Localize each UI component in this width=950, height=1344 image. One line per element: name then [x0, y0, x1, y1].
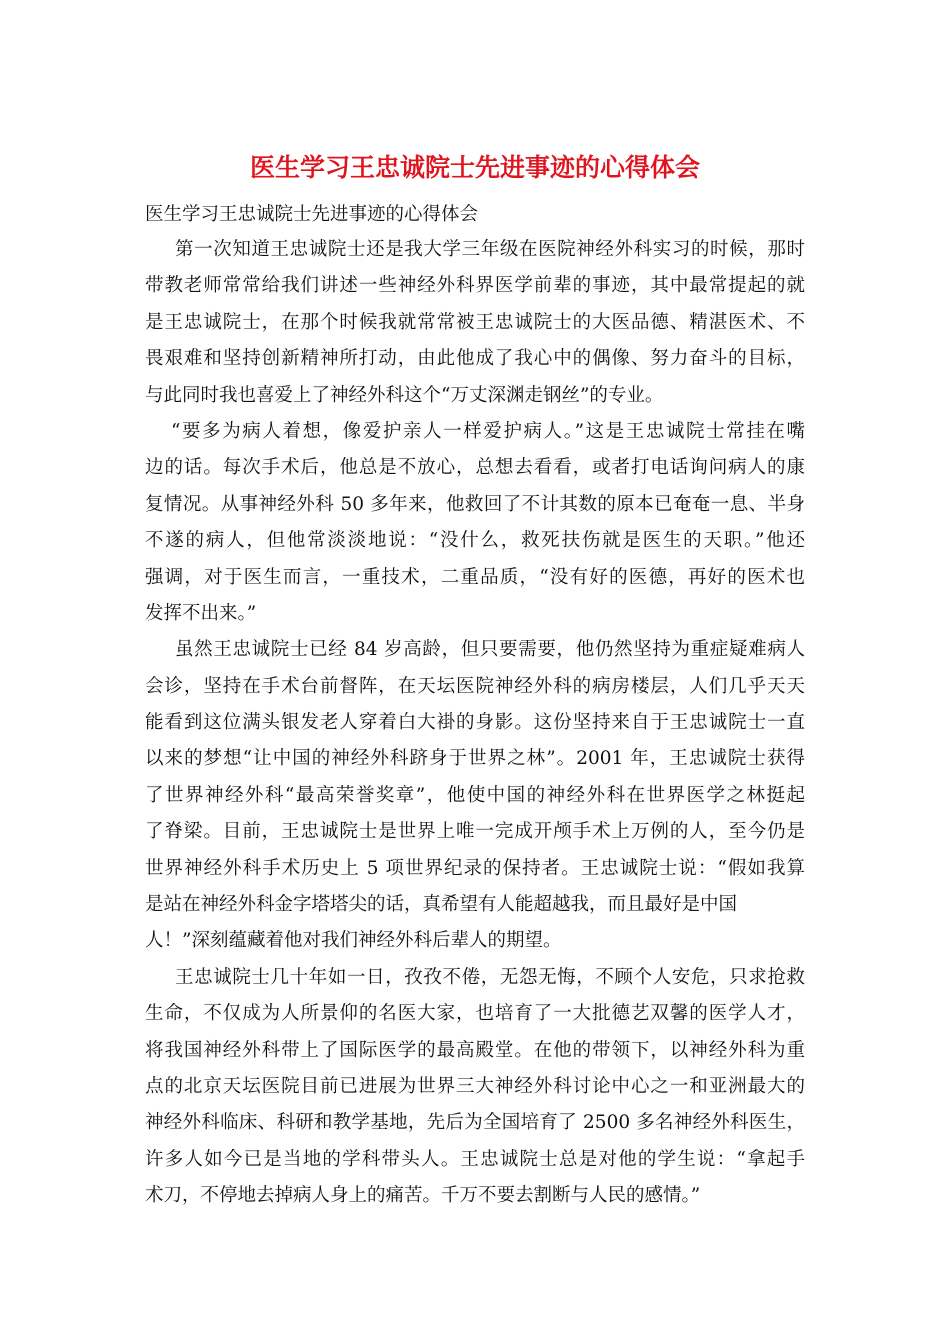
text-line: 术刀，不停地去掉病人身上的痛苦。千万不要去割断与人民的感情。” — [145, 1185, 701, 1207]
text-line: 是王忠诚院士，在那个时候我就常常被王忠诚院士的大医品德、精湛医术、不 — [145, 311, 805, 333]
text-line: 强调，对于医生而言，一重技术，二重品质，“没有好的医德，再好的医术也 — [145, 566, 805, 588]
text-line: 能看到这位满头银发老人穿着白大褂的身影。这份坚持来自于王忠诚院士一直 — [145, 712, 805, 734]
text-line: 带教老师常常给我们讲述一些神经外科界医学前辈的事迹，其中最常提起的就 — [145, 275, 805, 297]
text-line: 不遂的病人，但他常淡淡地说：“没什么，救死扶伤就是医生的天职。”他还 — [145, 530, 805, 552]
text-line: 生命，不仅成为人所景仰的名医大家，也培育了一大批德艺双馨的医学人才， — [145, 1003, 805, 1025]
text-line: 虽然王忠诚院士已经 84 岁高龄，但只要需要，他仍然坚持为重症疑难病人 — [175, 639, 805, 661]
paragraph — [145, 232, 805, 414]
document-body — [145, 232, 805, 1215]
paragraph — [145, 960, 805, 1215]
document-title: 医生学习王忠诚院士先进事迹的心得体会 — [249, 153, 700, 182]
text-line: 了脊梁。目前，王忠诚院士是世界上唯一完成开颅手术上万例的人，至今仍是 — [145, 821, 805, 843]
document-subtitle: 医生学习王忠诚院士先进事迹的心得体会 — [145, 204, 479, 225]
text-line: 点的北京天坛医院目前已进展为世界三大神经外科讨论中心之一和亚洲最大的 — [145, 1075, 805, 1097]
text-line: 发挥不出来。” — [145, 602, 257, 624]
text-line: 复情况。从事神经外科 50 多年来，他救回了不计其数的原本已奄奄一息、半身 — [145, 493, 805, 515]
text-line: 人！”深刻蕴藏着他对我们神经外科后辈人的期望。 — [145, 930, 562, 952]
text-line: 了世界神经外科“最高荣誉奖章”，他使中国的神经外科在世界医学之林挺起 — [145, 784, 805, 806]
text-line: 是站在神经外科金字塔塔尖的话，真希望有人能超越我，而且最好是中国 — [145, 894, 738, 916]
text-line: 王忠诚院士几十年如一日，孜孜不倦，无怨无悔，不顾个人安危，只求抢救 — [175, 966, 805, 988]
text-line: 以来的梦想“让中国的神经外科跻身于世界之林”。2001 年，王忠诚院士获得 — [145, 748, 805, 770]
text-line: 第一次知道王忠诚院士还是我大学三年级在医院神经外科实习的时候，那时 — [175, 239, 805, 260]
paragraph — [145, 632, 805, 960]
text-line: 会诊，坚持在手术台前督阵，在天坛医院神经外科的病房楼层，人们几乎天天 — [145, 675, 805, 697]
text-line: “要多为病人着想，像爱护亲人一样爱护病人。”这是王忠诚院士常挂在嘴 — [171, 420, 805, 442]
text-line: 世界神经外科手术历史上 5 项世界纪录的保持者。王忠诚院士说：“假如我算 — [145, 857, 805, 879]
text-line: 畏艰难和坚持创新精神所打动，由此他成了我心中的偶像、努力奋斗的目标， — [145, 348, 805, 370]
text-line: 神经外科临床、科研和教学基地，先后为全国培育了 2500 多名神经外科医生， — [145, 1112, 805, 1134]
paragraph — [145, 414, 805, 632]
text-line: 与此同时我也喜爱上了神经外科这个“万丈深渊走钢丝”的专业。 — [145, 384, 664, 406]
text-line: 许多人如今已是当地的学科带头人。王忠诚院士总是对他的学生说：“拿起手 — [145, 1148, 805, 1170]
text-line: 边的话。每次手术后，他总是不放心，总想去看看，或者打电话询问病人的康 — [145, 457, 805, 479]
text-line: 将我国神经外科带上了国际医学的最高殿堂。在他的带领下，以神经外科为重 — [145, 1039, 805, 1061]
